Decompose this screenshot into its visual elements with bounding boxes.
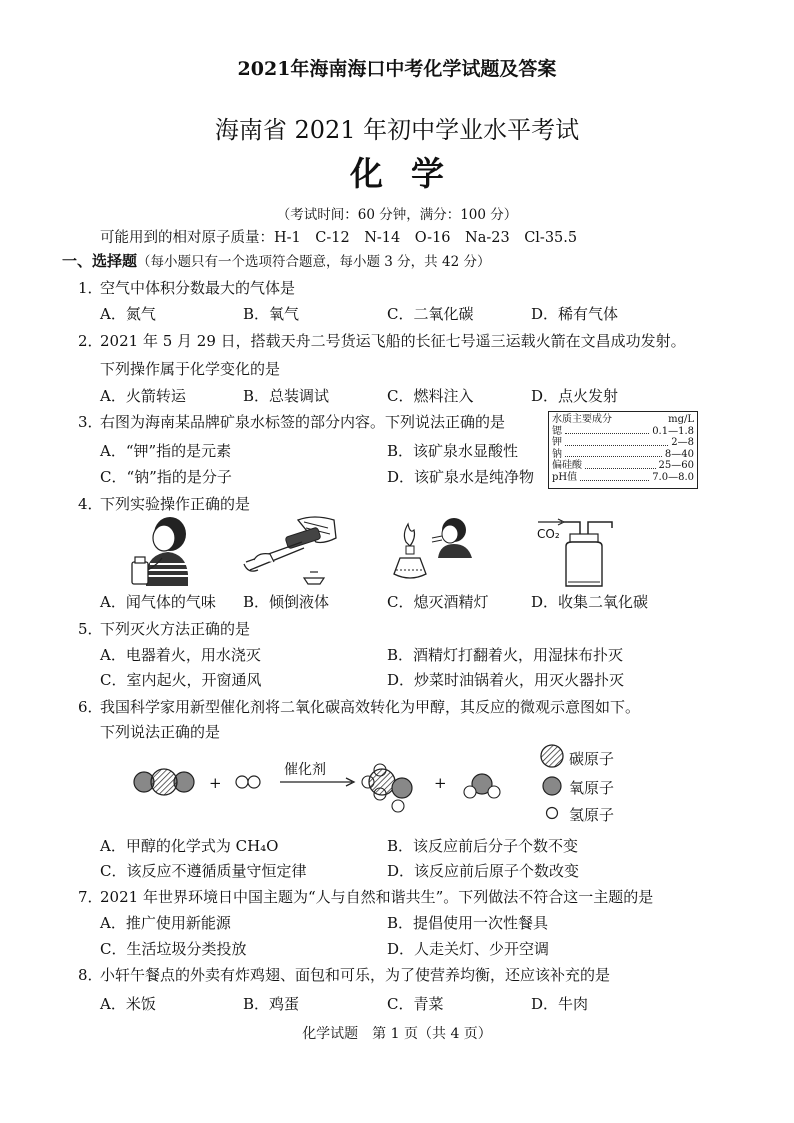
smell-gas-illustration [128,514,192,586]
gas-bottle-illustration [536,516,620,588]
legend-carbon: 碳原子 [569,750,615,768]
option-b: B．氧气 [243,305,300,323]
subject-title: 化学 [350,154,472,193]
option-a: A．电器着火，用水浇灭 [100,646,261,664]
component-value: 2—8 [671,437,694,449]
question-number: 5． [78,620,103,638]
question-text-line2: 下列说法正确的是 [100,723,221,741]
question-text: 我国科学家用新型催化剂将二氧化碳高效转化为甲醇，其反应的微观示意图如下。 [100,698,641,716]
catalyst-label: 催化剂 [284,762,326,778]
option-d: D．该反应前后原子个数改变 [387,862,580,880]
component-name: 锶 [552,425,562,437]
option-d: D．该矿泉水是纯净物 [387,468,535,486]
question-number: 6． [78,698,103,716]
plus-sign: + [209,774,222,792]
option-a: A．米饭 [100,995,156,1013]
water-label-row [552,426,694,438]
water-label-table [548,411,698,489]
option-b: B．鸡蛋 [243,995,300,1013]
option-a: A．闻气体的气味 [100,593,216,611]
option-a: A．“钾”指的是元素 [100,442,232,460]
section-title: 一、选择题 [62,252,138,270]
question-number: 1． [78,279,103,297]
water-label-row [552,472,694,484]
exam-info: （考试时间：60 分钟，满分：100 分） [276,207,518,223]
section-note: （每小题只有一个选项符合题意，每小题 3 分，共 42 分） [137,254,491,270]
question-number: 7． [78,888,103,906]
legend-hydrogen: 氢原子 [569,806,615,824]
document-title: 2021年海南海口中考化学试题及答案 [237,58,557,80]
question-text: 空气中体积分数最大的气体是 [100,279,296,297]
option-c: C．二氧化碳 [387,305,474,323]
legend-oxygen: 氧原子 [569,779,615,797]
option-c: C．青菜 [387,995,444,1013]
question-number: 8． [78,966,103,984]
option-d: D．点火发射 [531,387,619,405]
component-value: 7.0—8.0 [652,471,694,483]
component-name: 钾 [552,437,562,449]
option-c: C．熄灭酒精灯 [387,593,489,611]
co2-label: CO₂ [537,527,560,541]
question-text: 2021 年世界环境日中国主题为“人与自然和谐共生”。下列做法不符合这一主题的是 [100,888,654,906]
option-a: A．推广使用新能源 [100,914,231,932]
option-b: B．酒精灯打翻着火，用湿抹布扑灭 [387,646,624,664]
page-footer: 化学试题 第 1 页（共 4 页） [302,1026,492,1042]
component-value: 25—60 [658,460,694,472]
component-name: 偏硅酸 [552,460,582,472]
component-value: 8—40 [664,448,694,460]
water-label-header-right: mg/L [668,414,694,425]
question-text: 小轩午餐点的外卖有炸鸡翅、面包和可乐，为了使营养均衡，还应该补充的是 [100,966,611,984]
exam-title: 海南省 2021 年初中学业水平考试 [214,116,580,144]
option-c: C．室内起火，开窗通风 [100,671,262,689]
water-label-header [552,414,694,426]
question-text: 2021 年 5 月 29 日，搭载天舟二号货运飞船的长征七号遥三运载火箭在文昌成功发射。 [100,332,686,350]
component-name: 钠 [552,448,562,460]
option-d: D．人走关灯、少开空调 [387,940,550,958]
question-text: 下列实验操作正确的是 [100,495,251,513]
plus-sign: + [434,774,447,792]
question-text: 下列灭火方法正确的是 [100,620,251,638]
pour-liquid-illustration [244,514,340,586]
option-c: C．生活垃圾分类投放 [100,940,247,958]
question-number: 2． [78,332,103,350]
option-c: C．“钠”指的是分子 [100,468,232,486]
option-c: C．燃料注入 [387,387,474,405]
option-d: D．炒菜时油锅着火，用灭火器扑灭 [387,671,625,689]
option-d: D．稀有气体 [531,305,619,323]
option-b: B．倾倒液体 [243,593,330,611]
option-d: D．牛肉 [531,995,589,1013]
water-label-row [552,437,694,449]
option-b: B．该反应前后分子个数不变 [387,837,579,855]
option-a: A．甲醇的化学式为 CH₄O [100,837,279,855]
option-c: C．该反应不遵循质量守恒定律 [100,862,307,880]
water-label-row [552,449,694,461]
question-number: 3． [78,413,103,431]
option-a: A．火箭转运 [100,387,186,405]
water-label-row [552,460,694,472]
reaction-diagram [120,748,560,828]
option-a: A．氮气 [100,305,156,323]
atomic-masses: 可能用到的相对原子质量：H-1 C-12 N-14 O-16 Na-23 Cl-35.5 [100,230,578,246]
section-heading [62,250,490,271]
option-b: B．提倡使用一次性餐具 [387,914,549,932]
question-text: 右图为海南某品牌矿泉水标签的部分内容。下列说法正确的是 [100,413,506,431]
alcohol-lamp-illustration [388,514,478,586]
question-text-line2: 下列操作属于化学变化的是 [100,360,281,378]
component-value: 0.1—1.8 [652,425,694,437]
option-b: B．该矿泉水显酸性 [387,442,519,460]
water-label-header-left: 水质主要成分 [552,414,612,425]
option-b: B．总装调试 [243,387,330,405]
option-d: D．收集二氧化碳 [531,593,649,611]
question-number: 4． [78,495,103,513]
component-name: pH值 [552,471,578,483]
